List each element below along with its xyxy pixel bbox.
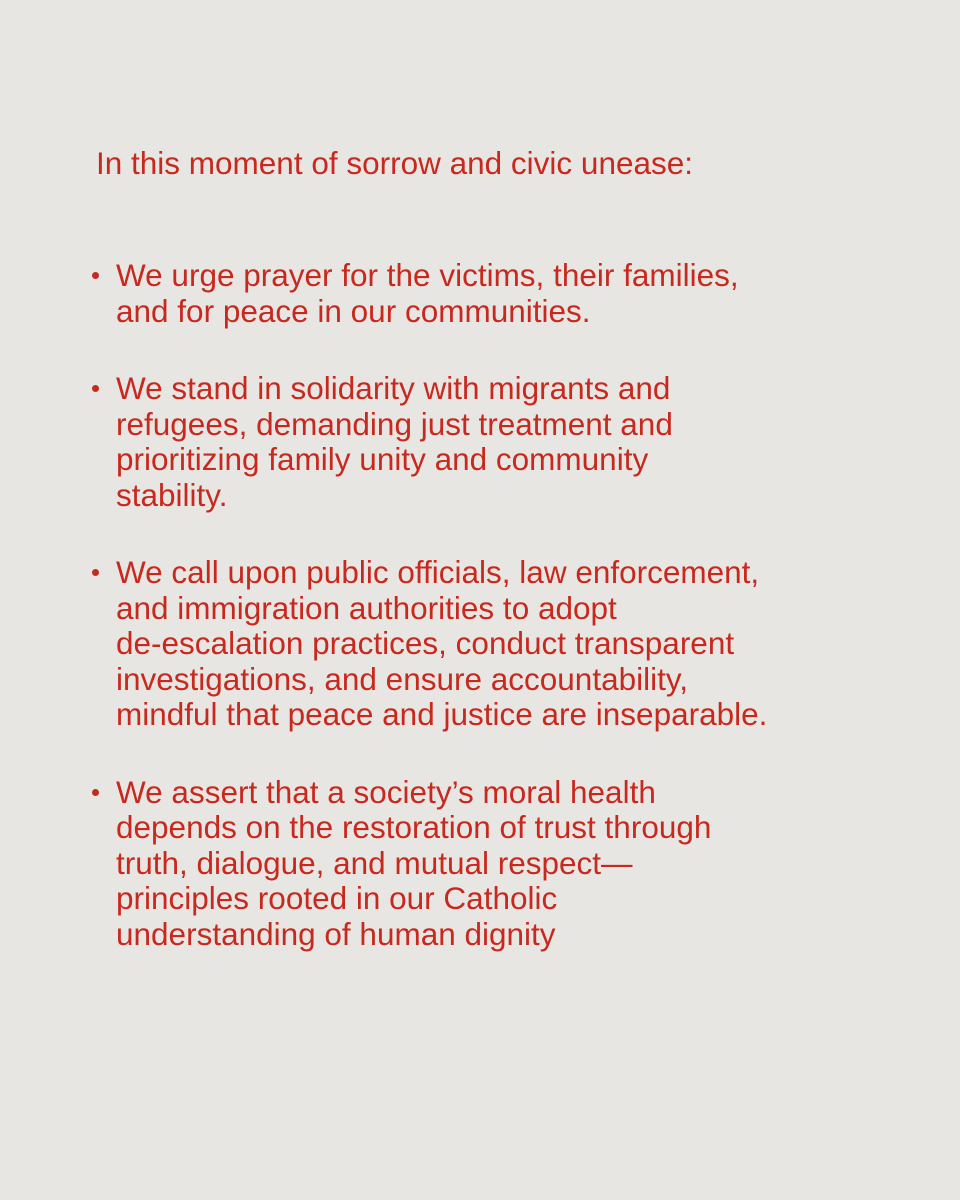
- bullet-icon: [92, 569, 99, 576]
- statement-line: principles rooted in our Catholic: [116, 880, 558, 916]
- statement-item: [0, 371, 767, 513]
- statement-line: refugees, demanding just treatment and: [116, 405, 673, 442]
- statement-list: [0, 258, 767, 994]
- bullet-icon: [92, 272, 99, 279]
- statement-line: We urge prayer for the victims, their families,: [116, 257, 739, 293]
- statement-line: We call upon public officials, law enforcement,: [116, 554, 760, 590]
- statement-line: and for peace in our communities.: [116, 292, 591, 329]
- statement-line: understanding of human dignity: [116, 915, 556, 952]
- statement-line: de-escalation practices, conduct transparent: [116, 625, 735, 661]
- statement-line: truth, dialogue, and mutual respect—: [116, 844, 633, 881]
- statement-line: prioritizing family unity and community: [116, 441, 649, 477]
- bullet-icon: [92, 385, 99, 392]
- statement-line: depends on the restoration of trust through: [116, 809, 712, 845]
- statement-line: We assert that a society’s moral health: [116, 773, 656, 810]
- statement-line: We stand in solidarity with migrants and: [116, 370, 671, 406]
- statement-item: [0, 555, 767, 733]
- statement-line: stability.: [116, 476, 228, 513]
- statement-item: [0, 258, 767, 329]
- statement-line: and immigration authorities to adopt: [116, 589, 617, 626]
- bullet-icon: [92, 789, 99, 796]
- statement-line: mindful that peace and justice are inseparable.: [116, 696, 768, 732]
- intro-heading: In this moment of sorrow and civic unease:: [96, 145, 694, 181]
- statement-line: investigations, and ensure accountability,: [116, 660, 689, 697]
- statement-item: [0, 775, 767, 953]
